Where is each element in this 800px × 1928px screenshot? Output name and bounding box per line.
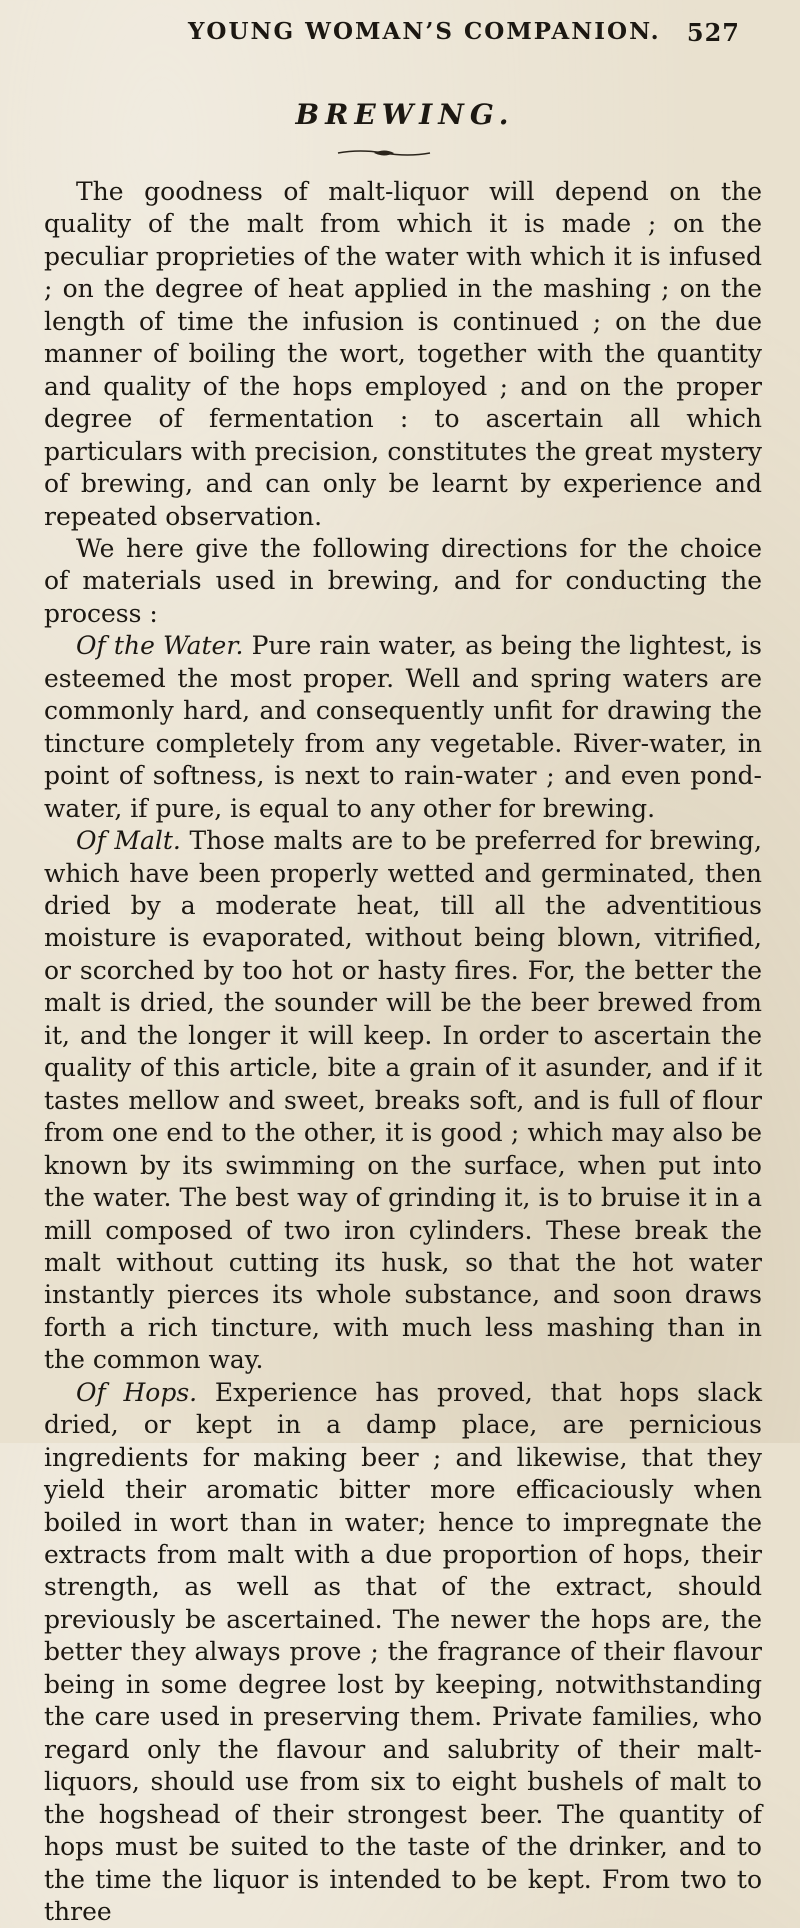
paragraph-malt — [44, 825, 762, 1377]
paragraph-text: Those malts are to be preferred for brewing, which have been properly wetted and germinated, then dried by a moderate heat, till all the adventitious moisture is evaporated, without being blown, vitrified, or scorched by too hot or hasty fires. For, the better the malt is dried, the sounder will be the beer brewed from it, and the longer it will keep. In order to ascertain the quality of this article, bite a grain of it asunder, and if it tastes mellow and sweet, breaks soft, and is full of flour from one end to the other, it is good ; which may also be known by its swimming on the surface, when put into the water. The best way of grinding it, is to bruise it in a mill composed of two iron cylinders. These break the malt without cutting its husk, so that the hot water instantly pierces its whole substance, and soon draws forth a rich tincture, with much less mashing than in the common way. — [44, 826, 763, 1375]
paragraph-text: The goodness of malt-liquor will depend on the quality of the malt from which it is made ; on the peculiar proprieties of the water with which it is infused ; on the degree of heat applied in the mashing ; on the length of time the infusion is continued ; on the due manner of boiling the wort, together with the quantity and quality of the hops employed ; and on the proper degree of fermentation : to ascertain all which particulars with precision, constitutes the great mystery of brewing, and can only be learnt by experience and repeated observation. — [44, 177, 762, 531]
title-ornament — [336, 148, 432, 158]
running-head — [188, 18, 740, 58]
paragraph-lead: Of the Water. — [76, 631, 252, 661]
paragraph-intro — [44, 176, 762, 533]
paragraph-text: We here give the following directions for the choice of materials used in brewing, and for conducting the process : — [44, 533, 762, 628]
section-title: BREWING. — [295, 98, 515, 131]
body-text — [44, 176, 762, 1928]
paragraph-text: Experience has proved, that hops slack dried, or kept in a damp place, are pernicious ingredients for making beer ; and likewise, that they yield their aromatic bitter more efficaciously when boiled in wort than in water; hence to impregnate the extracts from malt with a due proportion of hops, their strength, as well as that of the extract, should previously be ascertained. The newer the hops are, the better they always prove ; the fragrance of their flavour being in some degree lost by keeping, notwithstanding the care used in preserving them. Private families, who regard only the flavour and salubrity of their malt-liquors, should use from six to eight bushels of malt to the hogshead of their strongest beer. The quantity of hops must be suited to the taste of the drinker, and to the time the liquor is intended to be kept. From two to three — [44, 1377, 762, 1927]
running-title: YOUNG WOMAN’S COMPANION. — [188, 18, 661, 45]
page-number: 527 — [686, 18, 740, 47]
paragraph-hops — [44, 1377, 762, 1928]
paragraph-lead: Of Malt. — [76, 826, 190, 856]
paragraph-lead: Of Hops. — [76, 1377, 215, 1407]
paragraph-text: Pure rain water, as being the lightest, is esteemed the most proper. Well and spring waters are commonly hard, and consequently unfit for drawing the tincture completely from any vegetable. River-water, in point of softness, is next to rain-water ; and even pond-water, if pure, is equal to any other for brewing. — [44, 631, 762, 823]
paragraph-directions — [44, 533, 762, 630]
paragraph-water — [44, 630, 762, 825]
